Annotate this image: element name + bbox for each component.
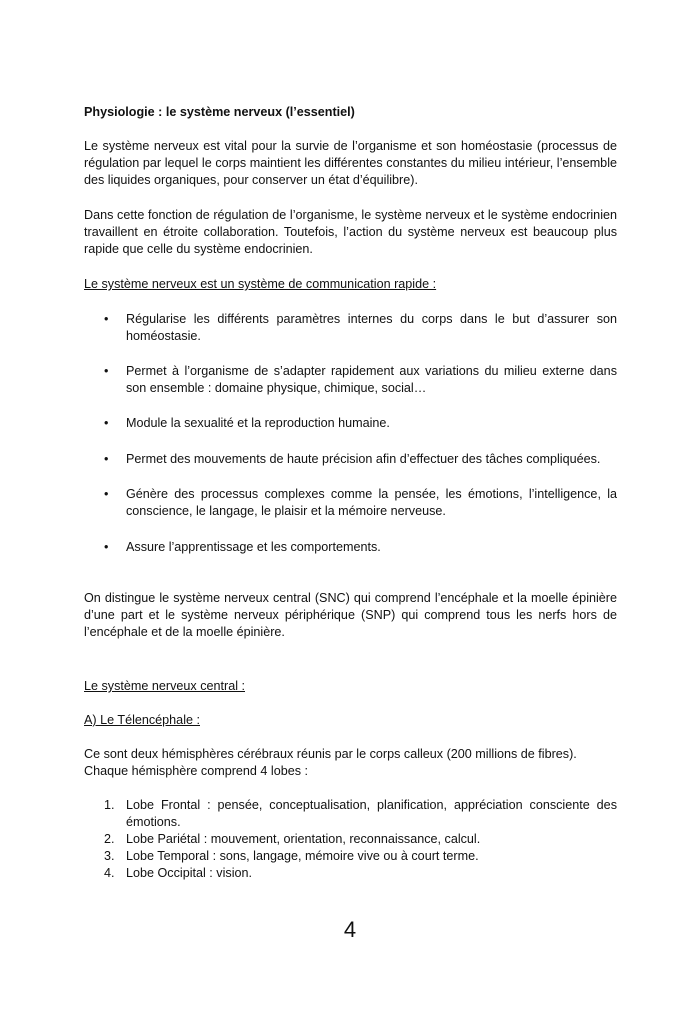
bullet-icon: • [104, 364, 109, 378]
intro-paragraph-2: Dans cette fonction de régulation de l’organisme, le système nerveux et le système endocrinien travaillent en étroite collaboration. Toutefois, l’action du système nerveux est beaucoup plus rapide que celle du système endocrinien. [84, 208, 617, 256]
list-item-number: 1. [104, 798, 115, 812]
list-item-text: Lobe Frontal : pensée, conceptualisation, planification, appréciation consciente des émotions. [126, 798, 617, 829]
list-item-text: Lobe Temporal : sons, langage, mémoire vive ou à court terme. [126, 849, 479, 863]
list-item-text: Lobe Occipital : vision. [126, 866, 252, 880]
hemispheres-line-1: Ce sont deux hémisphères cérébraux réunis par le corps calleux (200 millions de fibres). [84, 747, 577, 761]
bullet-icon: • [104, 540, 109, 554]
list-item [84, 865, 617, 882]
list-item [84, 363, 617, 397]
list-item [84, 831, 617, 848]
page-number: 4 [343, 917, 357, 942]
list-item-text: Permet à l’organisme de s’adapter rapidement aux variations du milieu externe dans son ensemble : domaine physique, chimique, social… [126, 364, 617, 395]
list-item-text: Module la sexualité et la reproduction humaine. [126, 416, 390, 430]
intro-paragraph-1: Le système nerveux est vital pour la survie de l’organisme et son homéostasie (processus de régulation par lequel le corps maintient les différentes constantes du milieu intérieur, l’ensemble des liquides organiques, pour conserver un état d’équilibre). [84, 139, 617, 187]
list-item [84, 539, 617, 556]
bullet-icon: • [104, 452, 109, 466]
hemispheres-line-2: Chaque hémisphère comprend 4 lobes : [84, 764, 309, 778]
list-item [84, 415, 617, 432]
list-item-text: Lobe Pariétal : mouvement, orientation, reconnaissance, calcul. [126, 832, 481, 846]
list-item-number: 2. [104, 832, 115, 846]
list-item-number: 3. [104, 849, 115, 863]
communication-heading: Le système nerveux est un système de communication rapide : [84, 277, 437, 291]
document-title: Physiologie : le système nerveux (l’essentiel) [84, 105, 355, 119]
list-item-number: 4. [104, 866, 115, 880]
central-nervous-system-heading: Le système nerveux central : [84, 679, 245, 693]
list-item [84, 486, 617, 520]
list-item [84, 797, 617, 831]
list-item [84, 451, 617, 468]
list-item [84, 311, 617, 345]
lobes-list [84, 797, 617, 882]
list-item [84, 848, 617, 865]
list-item-text: Assure l’apprentissage et les comportements. [126, 540, 381, 554]
bullet-icon: • [104, 416, 109, 430]
bullet-icon: • [104, 487, 109, 501]
snc-snp-paragraph: On distingue le système nerveux central (SNC) qui comprend l’encéphale et la moelle épinière d’une part et le système nerveux périphérique (SNP) qui comprend tous les nerfs hors de l’encéphale et de la moelle épinière. [84, 591, 617, 639]
list-item-text: Génère des processus complexes comme la pensée, les émotions, l’intelligence, la conscience, le langage, le plaisir et la mémoire nerveuse. [126, 487, 617, 518]
telencephale-heading: A) Le Télencéphale : [84, 713, 200, 727]
list-item-text: Permet des mouvements de haute précision afin d’effectuer des tâches compliquées. [126, 452, 601, 466]
bullet-icon: • [104, 312, 109, 326]
list-item-text: Régularise les différents paramètres internes du corps dans le but d’assurer son homéostasie. [126, 312, 617, 343]
